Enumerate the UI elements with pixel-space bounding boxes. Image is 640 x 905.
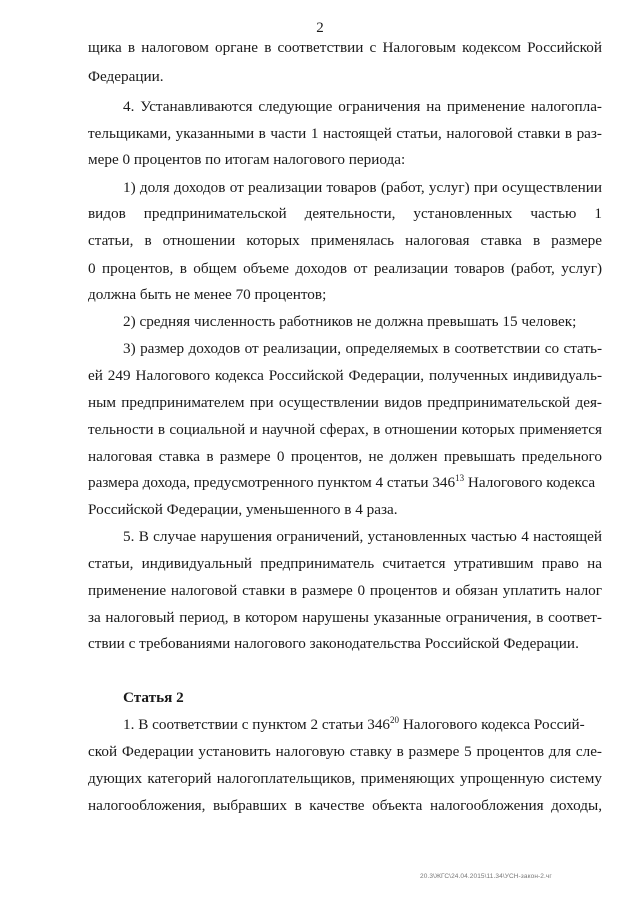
- text-fragment: размера дохода, предусмотренного пунктом 4 статьи 346: [88, 474, 456, 491]
- text-line: 2) средняя численность работников не должна превышать 15 человек;: [123, 313, 577, 330]
- text-line: тельщиками, указанными в части 1 настоящей статьи, налоговой ставки в раз-: [88, 125, 602, 142]
- article-heading: Статья 2: [123, 689, 184, 706]
- text-line: статьи, в отношении которых применялась налоговая ставка в размере: [88, 232, 602, 249]
- text-line: видов предпринимательской деятельности, установленных частью 1: [88, 205, 602, 222]
- text-line: Федерации.: [88, 68, 164, 85]
- text-line: Российской Федерации, уменьшенного в 4 раза.: [88, 501, 398, 518]
- text-line: ей 249 Налогового кодекса Российской Федерации, полученных индивидуаль-: [88, 367, 602, 384]
- text-line: налоговая ставка в размере 0 процентов, не должен превышать предельного: [88, 448, 602, 465]
- page-number: 2: [316, 20, 324, 36]
- text-line: тельности в социальной и научной сферах, в отношении которых применяется: [88, 421, 602, 438]
- text-line: применение налоговой ставки в размере 0 процентов и обязан уплатить налог: [88, 582, 602, 599]
- text-line: [123, 715, 637, 735]
- text-fragment: 1. В соответствии с пунктом 2 статьи 346: [123, 716, 391, 733]
- text-line: 5. В случае нарушения ограничений, установленных частью 4 настоящей: [123, 528, 602, 545]
- superscript: 20: [390, 715, 400, 725]
- text-fragment: Налогового кодекса Россий-: [399, 716, 585, 733]
- text-line: 3) размер доходов от реализации, определяемых в соответствии со стать-: [123, 340, 602, 357]
- text-line: ствии с требованиями налогового законодательства Российской Федерации.: [88, 635, 579, 652]
- text-line: статьи, индивидуальный предприниматель считается утратившим право на: [88, 555, 602, 572]
- text-fragment: Налогового кодекса: [464, 474, 596, 491]
- text-line: [88, 473, 602, 493]
- text-line: должна быть не менее 70 процентов;: [88, 286, 327, 303]
- text-line: за налоговый период, в котором нарушены указанные ограничения, в соответ-: [88, 609, 602, 626]
- text-line: налогообложения, выбравших в качестве объекта налогообложения доходы,: [88, 797, 602, 814]
- text-line: ным предпринимателем при осуществлении видов предпринимательской дея-: [88, 394, 602, 411]
- text-line: 1) доля доходов от реализации товаров (работ, услуг) при осуществлении: [123, 179, 602, 196]
- document-footer: 20.3\ЖГС\24.04.2015\11.34\УСН-закон-2.чг: [420, 873, 552, 880]
- text-line: мере 0 процентов по итогам налогового периода:: [88, 151, 406, 168]
- text-line: 4. Устанавливаются следующие ограничения на применение налогопла-: [123, 98, 602, 115]
- text-line: ской Федерации установить налоговую ставку в размере 5 процентов для сле-: [88, 743, 602, 760]
- text-line: дующих категорий налогоплательщиков, применяющих упрощенную систему: [88, 770, 602, 787]
- superscript: 13: [455, 473, 465, 483]
- text-line: щика в налоговом органе в соответствии с Налоговым кодексом Российской: [88, 39, 602, 56]
- text-line: 0 процентов, в общем объеме доходов от реализации товаров (работ, услуг): [88, 260, 602, 277]
